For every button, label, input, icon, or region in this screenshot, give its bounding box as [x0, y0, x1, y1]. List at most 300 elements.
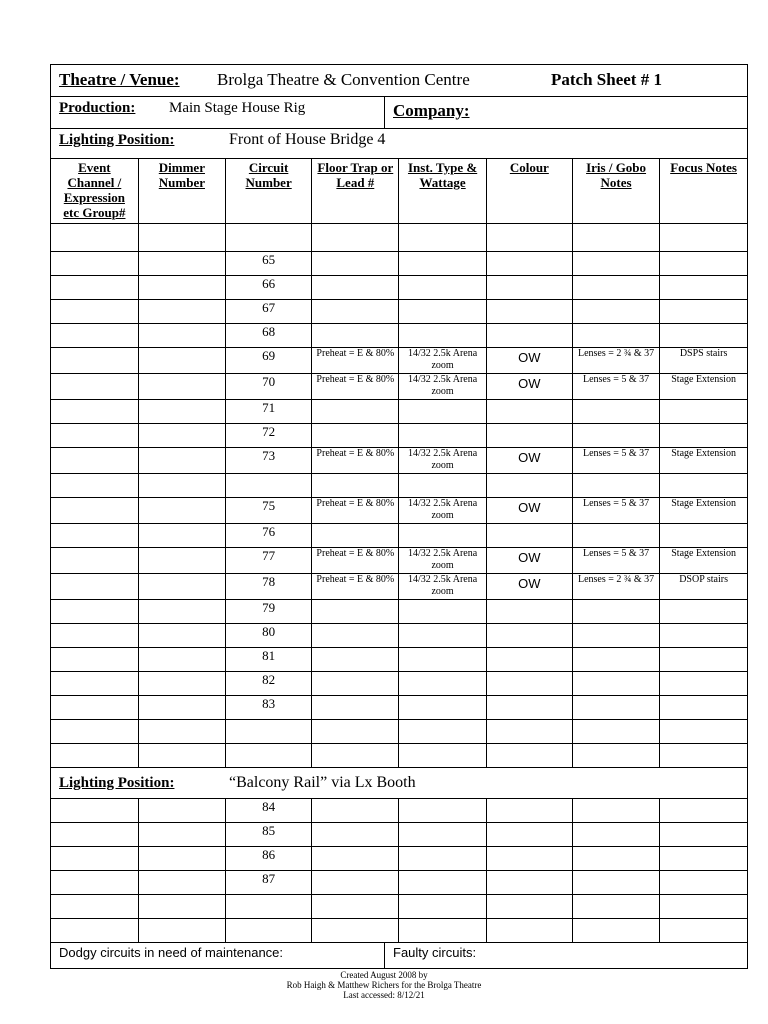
floor-cell[interactable] [312, 573, 399, 599]
table-row [51, 743, 747, 767]
circuit-cell-text: 76 [262, 523, 276, 539]
empty-cell[interactable] [486, 919, 572, 943]
focus-cell[interactable] [660, 547, 747, 573]
colour-cell-text [487, 744, 572, 746]
empty-cell[interactable] [312, 823, 399, 847]
focus-cell-text: DSPS stairs [679, 347, 728, 359]
dimmer-cell[interactable] [138, 919, 225, 943]
colour-cell-text [487, 300, 572, 302]
floor-cell[interactable] [312, 623, 399, 647]
focus-cell[interactable] [660, 373, 747, 399]
dimmer-cell[interactable] [138, 823, 225, 847]
event-cell[interactable] [51, 599, 138, 623]
iris-cell[interactable] [572, 473, 659, 497]
circuit-cell[interactable] [226, 623, 312, 647]
focus-cell[interactable] [660, 573, 747, 599]
col-event-header: Event Channel / Expression etc Group# [51, 159, 138, 223]
floor-cell[interactable] [312, 447, 399, 473]
iris-cell-text: Lenses = 2 ¾ & 37 [577, 347, 655, 359]
circuit-cell[interactable] [226, 523, 312, 547]
colour-cell[interactable] [486, 497, 572, 523]
iris-cell[interactable] [572, 423, 659, 447]
floor-cell[interactable] [312, 299, 399, 323]
empty-cell[interactable] [486, 895, 572, 919]
iris-cell[interactable] [572, 275, 659, 299]
colour-cell-text [487, 424, 572, 426]
iris-cell[interactable] [572, 373, 659, 399]
colour-cell-text: OW [518, 549, 541, 565]
empty-cell[interactable] [660, 919, 747, 943]
dimmer-cell[interactable] [138, 695, 225, 719]
company-label: Company: [393, 101, 470, 120]
circuit-cell[interactable] [226, 871, 312, 895]
circuit-cell[interactable] [226, 743, 312, 767]
floor-cell[interactable] [312, 473, 399, 497]
footer [0, 970, 768, 1000]
table-row [51, 599, 747, 623]
iris-cell[interactable] [572, 323, 659, 347]
iris-cell[interactable] [572, 497, 659, 523]
circuit-cell-text: 67 [262, 299, 276, 315]
event-cell[interactable] [51, 823, 138, 847]
event-cell[interactable] [51, 547, 138, 573]
colour-cell-text [487, 648, 572, 650]
dimmer-cell[interactable] [138, 647, 225, 671]
inst-cell[interactable] [399, 347, 486, 373]
circuit-cell[interactable] [226, 399, 312, 423]
circuit-cell[interactable] [226, 799, 312, 823]
colour-cell[interactable] [486, 373, 572, 399]
dimmer-cell[interactable] [138, 497, 225, 523]
circuit-cell-text: 87 [262, 871, 276, 886]
focus-cell[interactable] [660, 599, 747, 623]
focus-cell-text: Stage Extension [671, 373, 736, 385]
event-cell[interactable] [51, 671, 138, 695]
inst-cell[interactable] [399, 623, 486, 647]
iris-cell[interactable] [572, 251, 659, 275]
event-cell[interactable] [51, 695, 138, 719]
circuit-cell[interactable] [226, 547, 312, 573]
dimmer-cell[interactable] [138, 323, 225, 347]
event-cell[interactable] [51, 223, 138, 251]
circuit-cell[interactable] [226, 719, 312, 743]
floor-cell[interactable] [312, 671, 399, 695]
dimmer-cell[interactable] [138, 895, 225, 919]
floor-cell[interactable] [312, 275, 399, 299]
circuit-cell[interactable] [226, 347, 312, 373]
circuit-cell-text: 75 [262, 497, 276, 513]
inst-cell[interactable] [399, 647, 486, 671]
event-cell[interactable] [51, 473, 138, 497]
inst-cell[interactable] [399, 719, 486, 743]
circuit-cell-text: 68 [262, 323, 276, 339]
inst-cell-text: 14/32 2.5k Arena zoom [408, 373, 478, 397]
table-row [51, 695, 747, 719]
dimmer-cell[interactable] [138, 299, 225, 323]
event-cell[interactable] [51, 573, 138, 599]
empty-cell[interactable] [660, 895, 747, 919]
table-row [51, 547, 747, 573]
circuit-cell[interactable] [226, 299, 312, 323]
patch-sheet [50, 64, 748, 969]
circuit-cell[interactable] [226, 919, 312, 943]
iris-cell-text: Lenses = 2 ¾ & 37 [577, 573, 655, 585]
empty-cell[interactable] [399, 871, 486, 895]
floor-cell-text: Preheat = E & 80% [316, 347, 395, 359]
iris-cell[interactable] [572, 671, 659, 695]
circuit-cell[interactable] [226, 223, 312, 251]
colour-cell[interactable] [486, 647, 572, 671]
colour-cell-text [487, 524, 572, 526]
footer-authors: Rob Haigh & Matthew Richers for the Brolga Theatre [286, 980, 482, 990]
colour-cell-text: OW [518, 349, 541, 365]
focus-cell-text: Stage Extension [671, 547, 736, 559]
empty-cell[interactable] [399, 895, 486, 919]
iris-cell-text: Lenses = 5 & 37 [582, 547, 650, 559]
colour-cell-text [487, 252, 572, 254]
event-cell[interactable] [51, 743, 138, 767]
footer-last-accessed: Last accessed: 8/12/21 [343, 990, 425, 1000]
empty-cell[interactable] [312, 871, 399, 895]
floor-cell-text: Preheat = E & 80% [316, 547, 395, 559]
inst-cell[interactable] [399, 671, 486, 695]
empty-cell[interactable] [312, 919, 399, 943]
circuit-cell[interactable] [226, 473, 312, 497]
iris-cell[interactable] [572, 719, 659, 743]
inst-cell[interactable] [399, 275, 486, 299]
table-row [51, 447, 747, 473]
focus-cell[interactable] [660, 447, 747, 473]
colour-cell-text [487, 720, 572, 722]
focus-cell[interactable] [660, 275, 747, 299]
event-cell[interactable] [51, 523, 138, 547]
circuit-cell[interactable] [226, 275, 312, 299]
dimmer-cell[interactable] [138, 347, 225, 373]
empty-cell[interactable] [399, 823, 486, 847]
floor-cell[interactable] [312, 647, 399, 671]
inst-cell-text: 14/32 2.5k Arena zoom [408, 447, 478, 471]
dimmer-cell[interactable] [138, 599, 225, 623]
focus-cell[interactable] [660, 251, 747, 275]
floor-cell[interactable] [312, 423, 399, 447]
event-cell[interactable] [51, 719, 138, 743]
focus-cell[interactable] [660, 647, 747, 671]
event-cell[interactable] [51, 647, 138, 671]
focus-cell[interactable] [660, 719, 747, 743]
circuit-cell[interactable] [226, 573, 312, 599]
event-cell[interactable] [51, 299, 138, 323]
floor-cell[interactable] [312, 251, 399, 275]
table-row [51, 497, 747, 523]
colour-cell[interactable] [486, 623, 572, 647]
event-cell[interactable] [51, 447, 138, 473]
circuit-cell[interactable] [226, 695, 312, 719]
floor-cell[interactable] [312, 523, 399, 547]
footer-created: Created August 2008 by [340, 970, 428, 980]
empty-cell[interactable] [312, 799, 399, 823]
dimmer-cell[interactable] [138, 847, 225, 871]
iris-cell[interactable] [572, 223, 659, 251]
lighting-position-value: Front of House Bridge 4 [229, 131, 386, 148]
table-row [51, 671, 747, 695]
empty-cell[interactable] [572, 799, 659, 823]
floor-cell-text: Preheat = E & 80% [316, 573, 395, 585]
circuit-cell[interactable] [226, 251, 312, 275]
floor-cell[interactable] [312, 223, 399, 251]
event-cell[interactable] [51, 373, 138, 399]
focus-cell[interactable] [660, 299, 747, 323]
table-row [51, 523, 747, 547]
focus-cell[interactable] [660, 671, 747, 695]
event-cell[interactable] [51, 399, 138, 423]
dimmer-cell[interactable] [138, 447, 225, 473]
dimmer-cell[interactable] [138, 399, 225, 423]
colour-cell[interactable] [486, 251, 572, 275]
dimmer-cell[interactable] [138, 223, 225, 251]
dimmer-cell[interactable] [138, 473, 225, 497]
circuit-cell-text: 84 [262, 798, 276, 814]
dimmer-cell[interactable] [138, 743, 225, 767]
iris-cell[interactable] [572, 523, 659, 547]
circuit-cell[interactable] [226, 599, 312, 623]
empty-cell[interactable] [486, 847, 572, 871]
focus-cell[interactable] [660, 399, 747, 423]
floor-cell[interactable] [312, 399, 399, 423]
colour-cell[interactable] [486, 523, 572, 547]
iris-cell-text: Lenses = 5 & 37 [582, 497, 650, 509]
focus-cell[interactable] [660, 223, 747, 251]
dimmer-cell[interactable] [138, 547, 225, 573]
inst-cell[interactable] [399, 473, 486, 497]
empty-cell[interactable] [486, 799, 572, 823]
empty-cell[interactable] [486, 823, 572, 847]
colour-cell[interactable] [486, 695, 572, 719]
inst-cell[interactable] [399, 447, 486, 473]
iris-cell[interactable] [572, 347, 659, 373]
iris-cell[interactable] [572, 299, 659, 323]
inst-cell-text: 14/32 2.5k Arena zoom [408, 573, 478, 597]
event-cell[interactable] [51, 497, 138, 523]
lighting-position-label: Lighting Position: [59, 132, 175, 148]
inst-cell[interactable] [399, 523, 486, 547]
inst-cell[interactable] [399, 299, 486, 323]
colour-cell-text [487, 224, 572, 226]
dimmer-cell[interactable] [138, 423, 225, 447]
table-row [51, 473, 747, 497]
circuit-cell[interactable] [226, 671, 312, 695]
table-row [51, 373, 747, 399]
iris-cell[interactable] [572, 695, 659, 719]
inst-cell[interactable] [399, 373, 486, 399]
inst-cell[interactable] [399, 323, 486, 347]
colour-cell-text [487, 696, 572, 698]
company-cell [385, 97, 747, 128]
dimmer-cell[interactable] [138, 275, 225, 299]
event-cell[interactable] [51, 347, 138, 373]
event-cell[interactable] [51, 919, 138, 943]
inst-cell[interactable] [399, 223, 486, 251]
colour-cell[interactable] [486, 599, 572, 623]
dimmer-cell[interactable] [138, 671, 225, 695]
colour-cell[interactable] [486, 573, 572, 599]
circuit-cell[interactable] [226, 847, 312, 871]
table-row [51, 251, 747, 275]
floor-cell-text: Preheat = E & 80% [316, 447, 395, 459]
dimmer-cell[interactable] [138, 523, 225, 547]
dodgy-circuits-label: Dodgy circuits in need of maintenance: [51, 943, 385, 968]
inst-cell-text: 14/32 2.5k Arena zoom [408, 347, 478, 371]
empty-cell[interactable] [572, 847, 659, 871]
circuit-cell[interactable] [226, 823, 312, 847]
inst-cell[interactable] [399, 497, 486, 523]
empty-cell[interactable] [486, 871, 572, 895]
colour-cell[interactable] [486, 719, 572, 743]
event-cell[interactable] [51, 323, 138, 347]
empty-cell[interactable] [399, 799, 486, 823]
inst-cell-text: 14/32 2.5k Arena zoom [408, 497, 478, 521]
focus-cell-text: DSOP stairs [679, 573, 728, 585]
colour-cell-text [487, 600, 572, 602]
floor-cell[interactable] [312, 719, 399, 743]
lighting-position-row-2 [51, 767, 747, 799]
table-row [51, 323, 747, 347]
colour-cell[interactable] [486, 299, 572, 323]
focus-cell[interactable] [660, 695, 747, 719]
floor-cell[interactable] [312, 599, 399, 623]
floor-cell[interactable] [312, 695, 399, 719]
event-cell[interactable] [51, 423, 138, 447]
focus-cell[interactable] [660, 497, 747, 523]
inst-cell[interactable] [399, 547, 486, 573]
inst-cell[interactable] [399, 399, 486, 423]
colour-cell-text: OW [518, 449, 541, 465]
dimmer-cell[interactable] [138, 799, 225, 823]
dimmer-cell[interactable] [138, 871, 225, 895]
colour-cell-text [487, 474, 572, 476]
inst-cell[interactable] [399, 423, 486, 447]
inst-cell[interactable] [399, 743, 486, 767]
empty-cell[interactable] [660, 847, 747, 871]
colour-cell[interactable] [486, 473, 572, 497]
lighting-position-label-2: Lighting Position: [59, 774, 175, 791]
circuit-cell[interactable] [226, 647, 312, 671]
colour-cell-text: OW [518, 375, 541, 391]
colour-cell[interactable] [486, 547, 572, 573]
event-cell[interactable] [51, 623, 138, 647]
colour-cell[interactable] [486, 275, 572, 299]
circuit-cell-text: 83 [262, 695, 276, 711]
event-cell[interactable] [51, 847, 138, 871]
floor-cell[interactable] [312, 323, 399, 347]
inst-cell[interactable] [399, 599, 486, 623]
circuit-cell[interactable] [226, 373, 312, 399]
empty-cell[interactable] [572, 823, 659, 847]
floor-cell[interactable] [312, 743, 399, 767]
floor-cell[interactable] [312, 373, 399, 399]
circuit-cell-text: 77 [262, 547, 276, 563]
focus-cell[interactable] [660, 623, 747, 647]
iris-cell[interactable] [572, 623, 659, 647]
dimmer-cell[interactable] [138, 251, 225, 275]
event-cell[interactable] [51, 895, 138, 919]
floor-cell[interactable] [312, 347, 399, 373]
empty-cell[interactable] [312, 895, 399, 919]
focus-cell[interactable] [660, 323, 747, 347]
table-row [51, 347, 747, 373]
circuit-cell[interactable] [226, 323, 312, 347]
event-cell[interactable] [51, 251, 138, 275]
iris-cell[interactable] [572, 399, 659, 423]
colour-cell-text [487, 400, 572, 402]
empty-cell[interactable] [660, 871, 747, 895]
dimmer-cell[interactable] [138, 573, 225, 599]
dimmer-cell[interactable] [138, 373, 225, 399]
colour-cell[interactable] [486, 423, 572, 447]
empty-cell[interactable] [660, 823, 747, 847]
empty-cell[interactable] [660, 799, 747, 823]
floor-cell[interactable] [312, 547, 399, 573]
empty-cell[interactable] [572, 919, 659, 943]
circuit-cell[interactable] [226, 497, 312, 523]
circuit-cell[interactable] [226, 447, 312, 473]
empty-cell[interactable] [572, 871, 659, 895]
column-header-row [51, 159, 747, 223]
iris-cell[interactable] [572, 547, 659, 573]
production-row [51, 97, 747, 129]
focus-cell[interactable] [660, 473, 747, 497]
circuit-cell-text: 85 [262, 823, 276, 838]
colour-cell[interactable] [486, 671, 572, 695]
table-row [51, 647, 747, 671]
circuit-cell-text: 82 [262, 671, 276, 687]
colour-cell[interactable] [486, 223, 572, 251]
iris-cell[interactable] [572, 647, 659, 671]
circuit-cell[interactable] [226, 895, 312, 919]
empty-cell[interactable] [312, 847, 399, 871]
colour-cell-text [487, 672, 572, 674]
colour-cell-text [487, 624, 572, 626]
focus-cell[interactable] [660, 743, 747, 767]
empty-cell[interactable] [399, 847, 486, 871]
empty-cell[interactable] [399, 919, 486, 943]
colour-cell[interactable] [486, 347, 572, 373]
table-row [51, 871, 747, 895]
iris-cell[interactable] [572, 447, 659, 473]
event-cell[interactable] [51, 871, 138, 895]
focus-cell[interactable] [660, 523, 747, 547]
colour-cell[interactable] [486, 743, 572, 767]
iris-cell[interactable] [572, 743, 659, 767]
focus-cell[interactable] [660, 347, 747, 373]
colour-cell[interactable] [486, 399, 572, 423]
colour-cell[interactable] [486, 323, 572, 347]
floor-cell[interactable] [312, 497, 399, 523]
inst-cell[interactable] [399, 695, 486, 719]
patch-sheet-number: Patch Sheet # 1 [551, 70, 662, 89]
event-cell[interactable] [51, 799, 138, 823]
event-cell[interactable] [51, 275, 138, 299]
focus-cell[interactable] [660, 423, 747, 447]
dimmer-cell[interactable] [138, 719, 225, 743]
iris-cell[interactable] [572, 573, 659, 599]
circuit-cell[interactable] [226, 423, 312, 447]
colour-cell[interactable] [486, 447, 572, 473]
inst-cell[interactable] [399, 251, 486, 275]
iris-cell[interactable] [572, 599, 659, 623]
dimmer-cell[interactable] [138, 623, 225, 647]
inst-cell[interactable] [399, 573, 486, 599]
empty-cell[interactable] [572, 895, 659, 919]
